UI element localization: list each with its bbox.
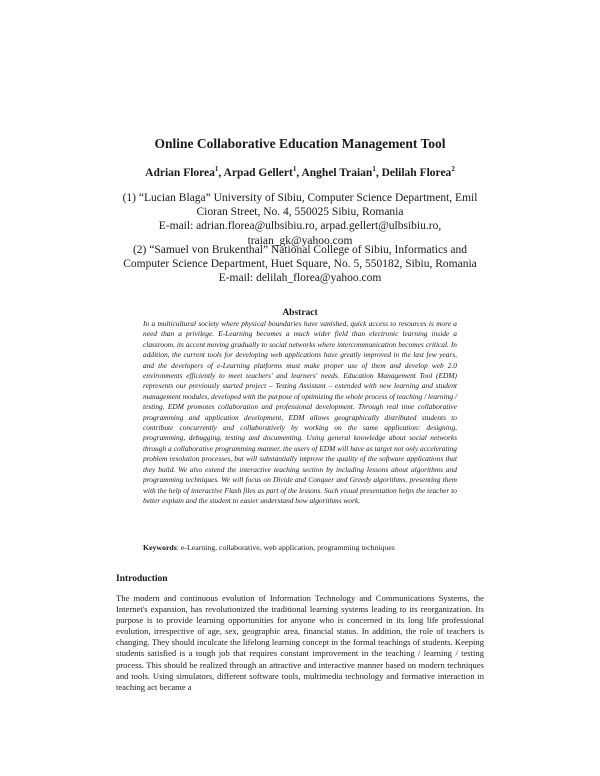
- author-name: Delilah Florea: [381, 166, 452, 179]
- keywords: [143, 543, 463, 552]
- author-name: Adrian Florea: [145, 166, 215, 179]
- affiliation-2: [118, 243, 482, 286]
- affiliation-line: (2) “Samuel von Brukenthal” National College of Sibiu, Informatics and: [132, 244, 468, 256]
- section-heading-introduction: Introduction: [116, 574, 168, 584]
- affiliation-email: E-mail: adrian.florea@ulbsibiu.ro, arpad.gellert@ulbsibiu.ro,: [158, 220, 442, 233]
- author-affil-mark: 1: [214, 165, 219, 173]
- affiliation-line: Cioran Street, No. 4, 550025 Sibiu, Romania: [196, 206, 404, 219]
- abstract-text: In a multicultural society where physical boundaries have vanished, quick access to resources is more a need than a privilege. E-Learning becomes a much wider field than electronic learning inside a classroom, its accent moving gradually to social networks where intercommunication becomes critical. In addition, the current tools for developing web applications have greatly improved in the last few years, and the developers of e-Learning platforms must make proper use of them and develop web 2.0 environments efficiently to meet teachers' and learners' needs. Education Management Tool (EDM) represents our previously started project – Testing Assistant – extended with new learning and student management modules, developed with the purpose of optimizing the whole process of teaching / learning / testing. EDM promotes collaboration and professional development. Through real time collaborative programming and application development, EDM allows geographically distributed students to contribute concurrently and collaboratively by working on the same application: designing, programming, debugging, testing and documenting. Using general knowledge about social networks through a collaborative programming manner, the users of EDM will have as target not only accelerating problem resolution processes, but will substantially improve the quality of the software applications that they build. We also extend the interactive teaching section by including lessons about algorithms and programming techniques. We will focus on Divide and Conquer and Greedy algorithms, presenting them with the help of interactive Flash files as part of the lessons. Such visual presentation helps the teacher to better explain and the student to easier understand how algorithms work.: [143, 319, 457, 505]
- paper-title: Online Collaborative Education Management Tool: [154, 136, 446, 151]
- author-affil-mark: 1: [292, 165, 297, 173]
- author-affil-mark: 1: [372, 165, 376, 173]
- author-affil-mark: 2: [451, 165, 455, 173]
- keywords-text: : e-Learning, collaborative, web application, programming techniques: [176, 543, 395, 552]
- affiliation-line: Computer Science Department, Huet Square, No. 5, 550182, Sibiu, Romania: [123, 258, 477, 271]
- author-name: Anghel Traian: [301, 166, 373, 179]
- affiliation-line: (1) “Lucian Blaga” University of Sibiu, Computer Science Department, Emil: [122, 192, 478, 204]
- introduction-text: The modern and continuous evolution of Information Technology and Communications Systems, the Internet's expansion, has revolutionized the traditional learning systems leading to its reorganization. Its purpose is to provide learning opportunities for anyone who is concerned in its long life professional evolution, irrespective of age, sex, geographic area, financial status. In addition, the role of teachers is changing. They should inculcate the lifelong learning concept in the formal teachings of students. Keeping students satisfied is a tough job that requires constant improvement in the teaching / learning / testing process. This should be realized through an attractive and interactive manner based on modern techniques and tools. Using simulators, different software tools, multimedia technology and formative interaction in teaching act became a: [116, 593, 484, 692]
- affiliation-1: [118, 191, 482, 248]
- author-name: Arpad Gellert: [223, 166, 293, 179]
- affiliation-email: traian_gk@yahoo.com: [247, 234, 353, 247]
- author-list: Adrian Florea$^1$, Arpad Gellert$^1$, Anghel Traian$^1$, Delilah Florea$^2$: [145, 165, 455, 179]
- affiliation-email: E-mail: delilah_florea@yahoo.com: [218, 272, 382, 285]
- keywords-label: Keywords: [143, 543, 177, 552]
- abstract-heading: Abstract: [282, 308, 318, 318]
